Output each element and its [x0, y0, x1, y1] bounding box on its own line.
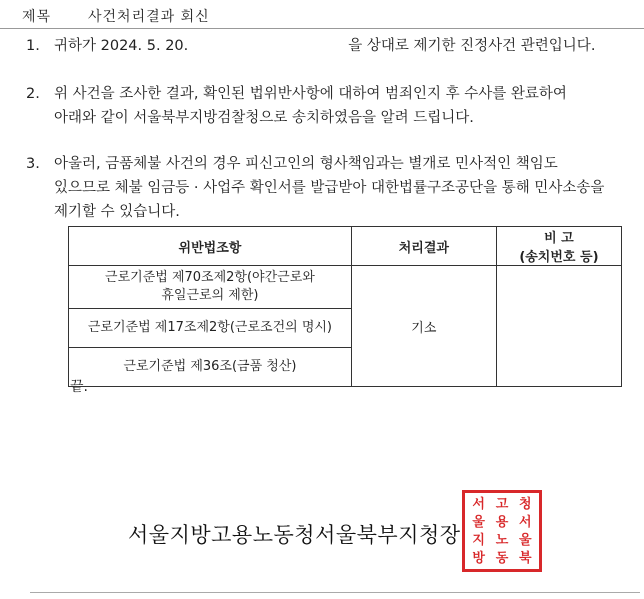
paragraph-text: 을 상대로 제기한 진정사건 관련입니다. [348, 38, 596, 54]
violation-cell [69, 266, 352, 309]
end-mark: 끝. [70, 379, 88, 395]
paragraph-number: 2. [26, 86, 40, 102]
result-table [68, 226, 622, 387]
header-violation: 위반법조항 [69, 227, 352, 266]
paragraph-text: 제기할 수 있습니다. [54, 204, 180, 220]
footer-divider [30, 592, 640, 593]
table-header-row [69, 227, 622, 266]
sender-name: 서울지방고용노동청서울북부지청장 [128, 523, 461, 547]
seal-character: 북 [519, 550, 532, 566]
official-seal [462, 490, 542, 572]
table-row [69, 266, 622, 309]
header-result: 처리결과 [351, 227, 496, 266]
seal-character: 방 [472, 550, 485, 566]
seal-character: 서 [472, 496, 485, 512]
result-cell: 기소 [351, 266, 496, 387]
paragraph-1 [26, 34, 595, 58]
paragraph-text: 위 사건을 조사한 결과, 확인된 법위반사항에 대하여 범죄인지 후 수사를 완료하여 [54, 86, 567, 102]
violation-cell: 근로기준법 제36조(금품 청산) [69, 348, 352, 387]
paragraph-text: 귀하가 2024. 5. 20. [54, 38, 189, 54]
paragraph-text: 아래와 같이 서울북부지방검찰청으로 송치하였음을 알려 드립니다. [54, 110, 474, 126]
paragraph-text: 아울러, 금품체불 사건의 경우 피신고인의 형사책임과는 별개로 민사적인 책임도 [54, 156, 558, 172]
seal-character: 동 [495, 550, 509, 566]
subject-label: 제목 [22, 9, 52, 25]
header-remark-sub: (송치번호 등) [519, 250, 599, 265]
seal-character: 울 [519, 532, 532, 548]
paragraph-3 [26, 152, 604, 224]
seal-character: 고 [495, 496, 509, 512]
paragraph-number: 1. [26, 38, 40, 54]
violation-text: 휴일근로의 제한) [161, 288, 259, 303]
seal-character: 서 [519, 514, 532, 530]
subject-text: 사건처리결과 회신 [88, 9, 210, 25]
paragraph-number: 3. [26, 156, 40, 172]
violation-cell: 근로기준법 제17조제2항(근로조건의 명시) [69, 309, 352, 348]
seal-character: 용 [495, 514, 509, 530]
subject-row [0, 0, 644, 29]
paragraph-text: 있으므로 체불 임금등 · 사업주 확인서를 발급받아 대한법률구조공단을 통해 민사소송을 [54, 180, 605, 196]
redacted-name [188, 39, 348, 53]
violation-text: 근로기준법 제70조제2항(야간근로와 [105, 270, 315, 285]
seal-character: 울 [472, 514, 485, 530]
header-remark [496, 227, 621, 266]
seal-character: 지 [472, 532, 485, 548]
header-remark-title: 비 고 [544, 231, 574, 246]
seal-character: 청 [519, 496, 532, 512]
remark-cell [496, 266, 621, 387]
paragraph-2 [26, 82, 567, 130]
seal-character: 노 [495, 532, 509, 548]
